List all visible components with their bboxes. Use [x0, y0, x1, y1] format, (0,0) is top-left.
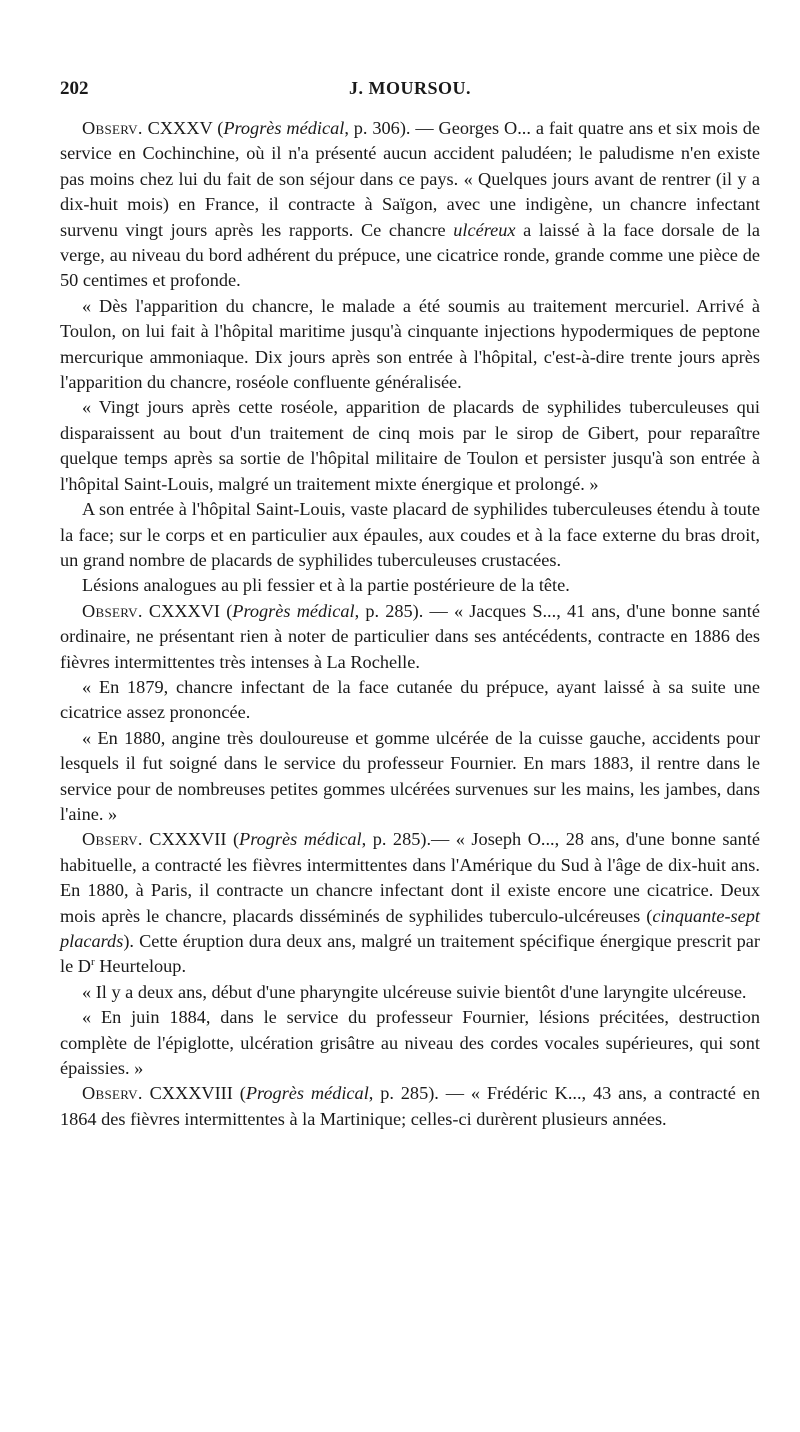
paragraph: « Dès l'apparition du chancre, le malade a été soumis au traitement mercuriel. Arrivé à Toulon, on lui fait à l'hôpital maritime jusqu'à cinquante injections hypodermiques de peptone mercurique ammoniaque. Dix jours après son entrée à l'hôpital, c'est-à-dire trente jours après l'apparition du chancre, roséole confluente généralisée. — [60, 295, 760, 393]
source-title: Progrès médical — [245, 1083, 369, 1104]
source-title: Progrès médical — [239, 829, 362, 850]
paragraph: « Vingt jours après cette roséole, apparition de placards de syphilides tuberculeuses qui disparaissent au bout d'un traitement de cinq mois par le sirop de Gibert, pour reparaître quelque temps après sa sortie de l'hôpital militaire de Toulon et persister jusqu'à son entrée à l'hôpital Saint-Louis, malgré un traitement mixte énergique et prolongé. » — [60, 397, 760, 494]
observation-cxxxviii: Observ. CXXXVIII (Progrès médical, p. 285). — « Frédéric K..., 43 ans, a contracté en 1864 des fièvres intermittentes à la Martinique; celles-ci durèrent plusieurs années. — [60, 1083, 760, 1129]
running-head: J. MOURSOU. — [349, 78, 471, 98]
observation-number: CXXXVIII — [149, 1083, 233, 1104]
observation-number: CXXXVII — [149, 829, 227, 850]
observation-label: Observ. — [82, 600, 143, 621]
source-title: Progrès médical — [232, 600, 355, 621]
emphasis: ulcéreux — [453, 219, 516, 240]
observation-number: CXXXVI — [148, 600, 221, 621]
source-title: Progrès médical — [223, 118, 345, 138]
observation-text: , p. 306). — Georges O... a fait quatre ans et six mois de service en Cochinchine, où il n'a présenté aucun accident paludéen; le paludisme n'en existe pas moins chez lui du fait de son séjour dans ce pays. « Quelques jours avant de rentrer (il y a dix-huit mois) en France, il contracte à Saïgon, avec une indigène, un chancre infectant survenu vingt jours après les rapports. Ce chancre — [60, 118, 760, 240]
emphasis: cinquante-sept placards — [60, 905, 760, 951]
observation-cxxxvi: Observ. CXXXVI (Progrès médical, p. 285). — « Jacques S..., 41 ans, d'une bonne santé ordinaire, ne présentant rien à noter de particulier dans ses antécédents, contracte en 1886 des fièvres intermittentes très intenses à La Rochelle. — [60, 600, 760, 672]
paragraph: Lésions analogues au pli fessier et à la partie postérieure de la tête. — [82, 575, 570, 596]
paragraph: « En 1880, angine très douloureuse et gomme ulcérée de la cuisse gauche, accidents pour lesquels il fut soigné dans le service du professeur Fournier. En mars 1883, il rentre dans le service pour de nombreuses petites gommes ulcérées survenues sur les mains, les jambes, dans l'aine. » — [60, 727, 760, 824]
observation-cxxxv: Observ. CXXXV (Progrès médical, p. 306). — Georges O... a fait quatre ans et six mois de service en Cochinchine, où il n'a présenté aucun accident paludéen; le paludisme n'en existe pas moins chez lui du fait de son séjour dans ce pays. « Quelques jours avant de rentrer (il y a dix-huit mois) en France, il contracte à Saïgon, avec une indigène, un chancre infectant survenu vingt jours après les rapports. Ce chancre ulcéreux a laissé à la face dorsale de la verge, au niveau du bord adhérent du prépuce, une cicatrice ronde, grande comme une pièce de 50 centimes et profonde. — [60, 118, 760, 291]
observation-text: a laissé à la face dorsale de la verge, au niveau du bord adhérent du prépuce, une cicatrice ronde, grande comme une pièce de 50 centimes et profonde. — [60, 219, 760, 291]
observation-label: Observ. — [82, 118, 143, 138]
page-header — [60, 78, 760, 112]
observation-text: ). Cette éruption dura deux ans, malgré un traitement spécifique énergique prescrit par le D — [60, 931, 760, 977]
paragraph: « En 1879, chancre infectant de la face cutanée du prépuce, ayant laissé à sa suite une cicatrice assez prononcée. — [60, 676, 760, 723]
observation-label: Observ. — [82, 1083, 143, 1104]
observation-label: Observ. — [82, 829, 143, 850]
observation-cxxxvii: Observ. CXXXVII (Progrès médical, p. 285).— « Joseph O..., 28 ans, d'une bonne santé habituelle, a contracté les fièvres intermittentes dans l'Amérique du Sud à l'âge de dix-huit ans. En 1880, à Paris, il contracte un chancre infectant dont il existe encore une cicatrice. Deux mois après le chancre, placards disséminés de syphilides tuberculo-ulcéreuses (cinquante-sept placards). Cette éruption dura deux ans, malgré un traitement spécifique énergique prescrit par le $D^r$ Heurteloup. — [60, 829, 760, 977]
observation-text: , p. 285). — « Frédéric K..., 43 ans, a contracté en 1864 des fièvres intermittentes à la Martinique; celles-ci durèrent plusieurs années. — [60, 1083, 760, 1129]
observation-text: , p. 285). — « Jacques S..., 41 ans, d'une bonne santé ordinaire, ne présentant rien à noter de particulier dans ses antécédents, contracte en 1886 des fièvres intermittentes très intenses à La Rochelle. — [60, 600, 760, 672]
paragraph: A son entrée à l'hôpital Saint-Louis, vaste placard de syphilides tuberculeuses étendu à toute la face; sur le corps et en particulier aux épaules, aux coudes et à la face externe du bras droit, un grand nombre de placards de syphilides tuberculeuses crustacées. — [60, 499, 760, 570]
observation-text: , p. 285).— « Joseph O..., 28 ans, d'une bonne santé habituelle, a contracté les fièvres intermittentes dans l'Amérique du Sud à l'âge de dix-huit ans. En 1880, à Paris, il contracte un chancre infectant dont il existe encore une cicatrice. Deux mois après le chancre, placards disséminés de syphilides tuberculo-ulcéreuses ( — [60, 829, 760, 926]
page-number: 202 — [60, 78, 89, 99]
body-text — [60, 116, 760, 1132]
paragraph: « Il y a deux ans, début d'une pharyngite ulcéreuse suivie bientôt d'une laryngite ulcéreuse. — [82, 981, 747, 1002]
page — [60, 78, 760, 1132]
observation-number: CXXXV — [147, 118, 213, 138]
paragraph: « En juin 1884, dans le service du professeur Fournier, lésions précitées, destruction complète de l'épiglotte, ulcération grisâtre au niveau des cordes vocales supérieures, qui sont épaissies. » — [60, 1007, 760, 1079]
observation-text: Heurteloup. — [94, 956, 187, 977]
superscript: r — [90, 956, 95, 969]
